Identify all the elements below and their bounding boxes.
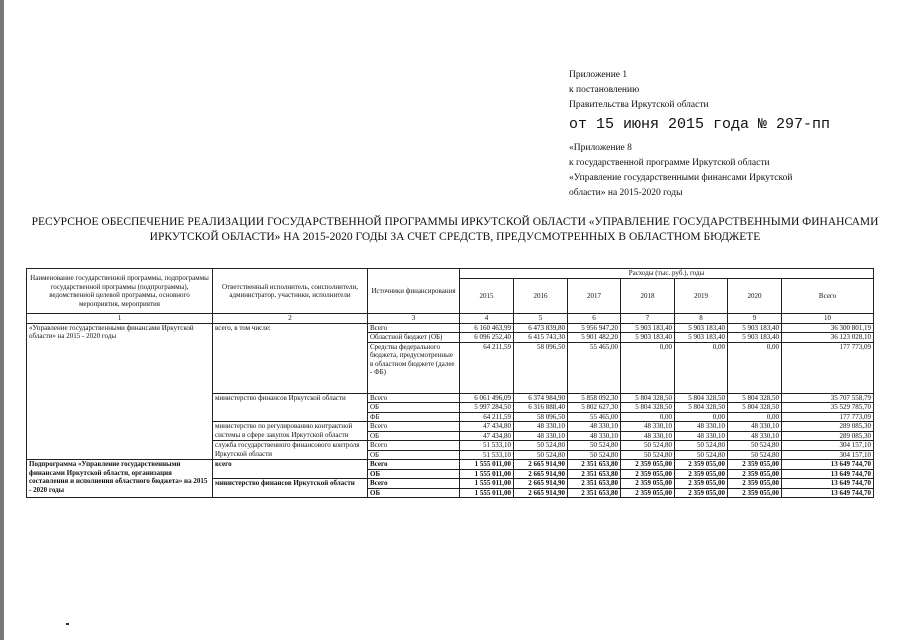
value-cell: 5 901 482,20 xyxy=(568,333,621,343)
value-cell: 55 465,00 xyxy=(568,342,621,393)
total-cell: 304 157,10 xyxy=(782,441,874,451)
source-cell: Всего xyxy=(368,393,460,403)
value-cell: 5 804 328,50 xyxy=(728,393,782,403)
source-cell: Всего xyxy=(368,422,460,432)
executor-minfin: министерство финансов Иркутской области xyxy=(213,479,368,498)
source-cell: Всего xyxy=(368,441,460,451)
total-cell: 289 085,30 xyxy=(782,422,874,432)
executor-minfin: министерство финансов Иркутской области xyxy=(213,393,368,422)
value-cell: 2 665 914,90 xyxy=(514,469,568,479)
source-cell: Всего xyxy=(368,323,460,333)
value-cell: 1 555 011,00 xyxy=(460,479,514,489)
value-cell: 6 473 839,80 xyxy=(514,323,568,333)
value-cell: 1 555 011,00 xyxy=(460,460,514,470)
value-cell: 50 524,80 xyxy=(621,441,675,451)
executor-all: всего, в том числе: xyxy=(213,323,368,393)
total-cell: 36 300 801,19 xyxy=(782,323,874,333)
value-cell: 50 524,80 xyxy=(621,450,675,460)
value-cell: 6 374 984,90 xyxy=(514,393,568,403)
col-number: 7 xyxy=(621,314,675,324)
appendix-line: Приложение 1 xyxy=(569,70,628,80)
value-cell: 51 533,10 xyxy=(460,450,514,460)
header-year: 2019 xyxy=(675,279,728,314)
value-cell: 5 903 183,40 xyxy=(728,333,782,343)
col-number: 9 xyxy=(728,314,782,324)
source-cell: Всего xyxy=(368,479,460,489)
value-cell: 5 997 284,50 xyxy=(460,403,514,413)
header-year: 2018 xyxy=(621,279,675,314)
scan-edge xyxy=(0,0,4,640)
value-cell: 51 533,10 xyxy=(460,441,514,451)
value-cell: 6 160 463,99 xyxy=(460,323,514,333)
header-col-executor: Ответственный исполнитель, соисполнители, администратор, участники, исполнители xyxy=(213,269,368,314)
value-cell: 0,00 xyxy=(728,412,782,422)
value-cell: 0,00 xyxy=(621,412,675,422)
value-cell: 2 351 653,80 xyxy=(568,469,621,479)
total-cell: 177 773,09 xyxy=(782,412,874,422)
value-cell: 2 359 055,00 xyxy=(621,460,675,470)
source-cell: ФБ xyxy=(368,412,460,422)
value-cell: 0,00 xyxy=(728,342,782,393)
header-year: 2015 xyxy=(460,279,514,314)
value-cell: 48 330,10 xyxy=(728,422,782,432)
value-cell: 1 555 011,00 xyxy=(460,488,514,498)
value-cell: 50 524,80 xyxy=(728,441,782,451)
header-total: Всего xyxy=(782,279,874,314)
value-cell: 47 434,80 xyxy=(460,422,514,432)
value-cell: 6 061 496,09 xyxy=(460,393,514,403)
value-cell: 1 555 011,00 xyxy=(460,469,514,479)
appendix-line: Правительства Иркутской области xyxy=(569,100,709,110)
total-cell: 13 649 744,70 xyxy=(782,469,874,479)
total-cell: 13 649 744,70 xyxy=(782,479,874,489)
appendix-line: «Приложение 8 xyxy=(569,143,632,153)
col-number: 8 xyxy=(675,314,728,324)
header-col-source: Источники финансирования xyxy=(368,269,460,314)
value-cell: 64 211,59 xyxy=(460,342,514,393)
total-cell: 13 649 744,70 xyxy=(782,488,874,498)
col-number: 2 xyxy=(213,314,368,324)
col-number: 6 xyxy=(568,314,621,324)
value-cell: 5 804 328,50 xyxy=(675,393,728,403)
total-cell: 36 123 028,10 xyxy=(782,333,874,343)
total-cell: 35 529 785,70 xyxy=(782,403,874,413)
value-cell: 55 465,00 xyxy=(568,412,621,422)
value-cell: 50 524,80 xyxy=(675,450,728,460)
value-cell: 5 903 183,40 xyxy=(621,323,675,333)
value-cell: 48 330,10 xyxy=(621,422,675,432)
value-cell: 2 359 055,00 xyxy=(675,460,728,470)
value-cell: 5 804 328,50 xyxy=(621,403,675,413)
value-cell: 50 524,80 xyxy=(514,441,568,451)
source-cell: ОБ xyxy=(368,469,460,479)
col-number: 4 xyxy=(460,314,514,324)
value-cell: 5 804 328,50 xyxy=(675,403,728,413)
col-number: 1 xyxy=(27,314,213,324)
value-cell: 5 858 092,30 xyxy=(568,393,621,403)
value-cell: 2 359 055,00 xyxy=(675,479,728,489)
value-cell: 48 330,10 xyxy=(621,431,675,441)
value-cell: 47 434,80 xyxy=(460,431,514,441)
source-cell: Областной бюджет (ОБ) xyxy=(368,333,460,343)
subprogram-name: Подпрограмма «Управление государственными финансами Иркутской области, организация составления и исполнения областного бюджета» на 2015 - 2020 годы xyxy=(27,460,213,498)
value-cell: 48 330,10 xyxy=(728,431,782,441)
resolution-date-number: от 15 июня 2015 года № 297-пп xyxy=(569,116,831,133)
header-year: 2016 xyxy=(514,279,568,314)
value-cell: 48 330,10 xyxy=(514,422,568,432)
value-cell: 2 351 653,80 xyxy=(568,460,621,470)
value-cell: 2 665 914,90 xyxy=(514,479,568,489)
value-cell: 48 330,10 xyxy=(568,422,621,432)
value-cell: 58 096,50 xyxy=(514,342,568,393)
value-cell: 6 316 888,40 xyxy=(514,403,568,413)
value-cell: 48 330,10 xyxy=(675,422,728,432)
total-cell: 177 773,09 xyxy=(782,342,874,393)
program-name: «Управление государственными финансами Иркутской области» на 2015 - 2020 годы xyxy=(27,323,213,460)
value-cell: 0,00 xyxy=(621,342,675,393)
source-cell: ОБ xyxy=(368,403,460,413)
source-cell: ОБ xyxy=(368,431,460,441)
value-cell: 5 903 183,40 xyxy=(728,323,782,333)
value-cell: 50 524,80 xyxy=(728,450,782,460)
appendix-line: к государственной программе Иркутской области xyxy=(569,158,770,168)
header-expenses: Расходы (тыс. руб.), годы xyxy=(460,269,874,279)
value-cell: 2 665 914,90 xyxy=(514,488,568,498)
value-cell: 2 359 055,00 xyxy=(621,479,675,489)
value-cell: 2 665 914,90 xyxy=(514,460,568,470)
value-cell: 2 359 055,00 xyxy=(675,469,728,479)
value-cell: 2 359 055,00 xyxy=(621,488,675,498)
value-cell: 5 903 183,40 xyxy=(675,333,728,343)
source-cell: ОБ xyxy=(368,488,460,498)
value-cell: 2 359 055,00 xyxy=(728,469,782,479)
appendix-line: к постановлению xyxy=(569,85,640,95)
title-line: ИРКУТСКОЙ ОБЛАСТИ» НА 2015-2020 ГОДЫ ЗА СЧЕТ СРЕДСТВ, ПРЕДУСМОТРЕННЫХ В ОБЛАСТНОМ БЮДЖЕТЕ xyxy=(149,231,761,243)
value-cell: 50 524,80 xyxy=(675,441,728,451)
appendix-line: «Управление государственными финансами Иркутской xyxy=(569,173,793,183)
value-cell: 2 359 055,00 xyxy=(728,479,782,489)
value-cell: 58 096,50 xyxy=(514,412,568,422)
value-cell: 2 351 653,80 xyxy=(568,488,621,498)
value-cell: 2 351 653,80 xyxy=(568,479,621,489)
total-cell: 304 157,10 xyxy=(782,450,874,460)
total-cell: 13 649 744,70 xyxy=(782,460,874,470)
resource-table xyxy=(26,268,874,498)
value-cell: 5 903 183,40 xyxy=(675,323,728,333)
value-cell: 0,00 xyxy=(675,342,728,393)
value-cell: 2 359 055,00 xyxy=(728,488,782,498)
value-cell: 64 211,59 xyxy=(460,412,514,422)
title-line: РЕСУРСНОЕ ОБЕСПЕЧЕНИЕ РЕАЛИЗАЦИИ ГОСУДАРСТВЕННОЙ ПРОГРАММЫ ИРКУТСКОЙ ОБЛАСТИ «УПРАВЛЕНИЕ ГОСУДАРСТВЕННЫМИ ФИНАНСАМИ xyxy=(31,216,879,228)
value-cell: 48 330,10 xyxy=(675,431,728,441)
scan-speck xyxy=(66,623,69,625)
executor-financial-control: служба государственного финансового контроля Иркутской области xyxy=(213,441,368,460)
executor-contract-system: министерство по регулированию контрактной системы в сфере закупок Иркутской области xyxy=(213,422,368,441)
total-cell: 35 707 558,79 xyxy=(782,393,874,403)
value-cell: 5 804 328,50 xyxy=(728,403,782,413)
document-title xyxy=(20,215,890,245)
value-cell: 5 802 627,30 xyxy=(568,403,621,413)
value-cell: 48 330,10 xyxy=(514,431,568,441)
value-cell: 50 524,80 xyxy=(568,450,621,460)
table-row xyxy=(27,460,874,470)
col-number: 3 xyxy=(368,314,460,324)
source-cell: Средства федерального бюджета, предусмотренные в областном бюджете (далее - ФБ) xyxy=(368,342,460,393)
value-cell: 50 524,80 xyxy=(514,450,568,460)
value-cell: 6 415 743,30 xyxy=(514,333,568,343)
header-year: 2020 xyxy=(728,279,782,314)
source-cell: ОБ xyxy=(368,450,460,460)
appendix-line: области» на 2015-2020 годы xyxy=(569,188,683,198)
value-cell: 5 804 328,50 xyxy=(621,393,675,403)
header-year: 2017 xyxy=(568,279,621,314)
value-cell: 5 903 183,40 xyxy=(621,333,675,343)
source-cell: Всего xyxy=(368,460,460,470)
value-cell: 48 330,10 xyxy=(568,431,621,441)
executor-all: всего xyxy=(213,460,368,479)
table-row xyxy=(27,323,874,333)
col-number: 10 xyxy=(782,314,874,324)
value-cell: 2 359 055,00 xyxy=(675,488,728,498)
value-cell: 50 524,80 xyxy=(568,441,621,451)
header-col-name: Наименование государственной программы, подпрограммы государственной программы (подпрограммы), ведомственной целевой программы, основного мероприятия, мероприятия xyxy=(27,269,213,314)
value-cell: 2 359 055,00 xyxy=(621,469,675,479)
value-cell: 5 956 947,20 xyxy=(568,323,621,333)
value-cell: 2 359 055,00 xyxy=(728,460,782,470)
total-cell: 289 085,30 xyxy=(782,431,874,441)
value-cell: 0,00 xyxy=(675,412,728,422)
value-cell: 6 096 252,40 xyxy=(460,333,514,343)
col-number: 5 xyxy=(514,314,568,324)
appendix-header xyxy=(569,68,869,201)
